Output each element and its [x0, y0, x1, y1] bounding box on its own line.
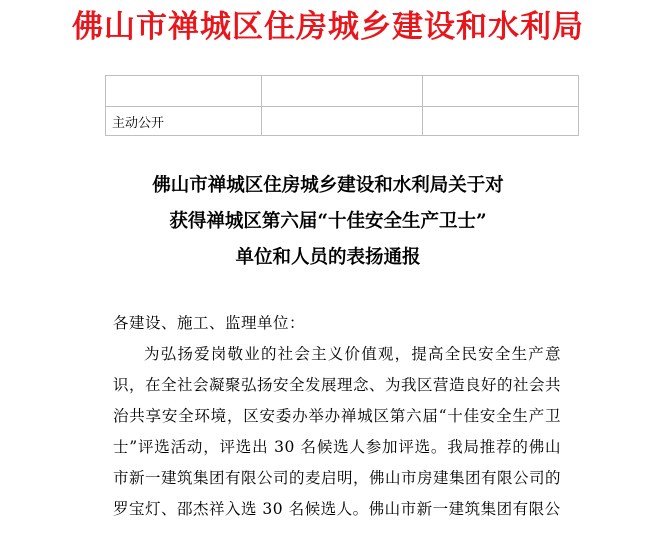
header-cell-middle [262, 76, 423, 107]
header-cell-middle-2 [262, 107, 423, 136]
document-body [113, 308, 561, 525]
header-cell-right [422, 76, 578, 107]
table-row [106, 76, 579, 107]
header-cell-disclosure-type: 主动公开 [106, 107, 262, 136]
table-row [106, 107, 579, 136]
page-title [78, 168, 578, 276]
masthead [0, 8, 656, 47]
masthead-title: 佛山市禅城区住房城乡建设和水利局 [72, 9, 584, 45]
header-cell-issue-number [106, 76, 262, 107]
salutation: 各建设、施工、监理单位： [113, 314, 306, 332]
page-title-line-1: 佛山市禅城区住房城乡建设和水利局关于对 [152, 175, 504, 196]
page-title-line-3: 单位和人员的表扬通报 [235, 247, 421, 268]
document-header-table [105, 75, 579, 136]
header-cell-right-2 [422, 107, 578, 136]
body-paragraph-1: 为弘扬爱岗敬业的社会主义价值观，提高全民安全生产意识，在全社会凝聚弘扬安全发展理念、为我区营造良好的社会共治共享安全环境，区安委办举办禅城区第六届“十佳安全生产卫士”评选活动，评选出 30 名候选人参加评选。我局推荐的佛山市新一建筑集团有限公司的麦启明，佛山市房建集团有限公司的罗宝灯、邵杰祥入选 30 名候选人。佛山市新一建筑集团有限公 [113, 345, 562, 518]
page-title-line-2: 获得禅城区第六届“十佳安全生产卫士” [169, 211, 487, 232]
